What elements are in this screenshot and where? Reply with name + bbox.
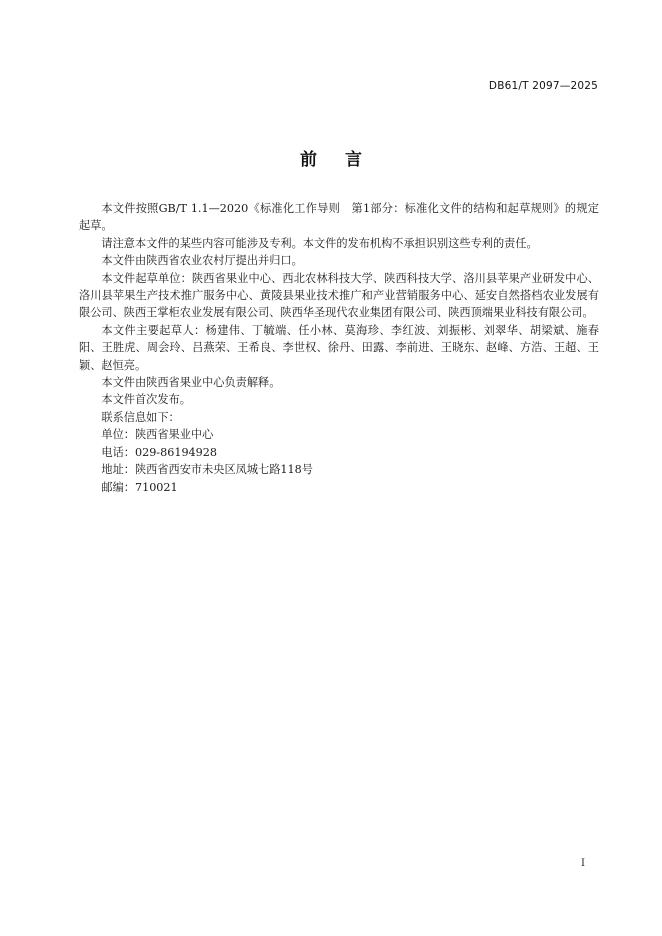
paragraph-first-release: 本文件首次发布。 (101, 393, 191, 407)
contact-address: 地址：陕西省西安市未央区凤城七路118号 (101, 463, 313, 477)
paragraph-drafting-units: 本文件起草单位：陕西省果业中心、西北农林科技大学、陕西科技大学、洛川县苹果产业研发中心、洛川县苹果生产技术推广服务中心、黄陵县果业技术推广和产业营销服务中心、延安自然搭档农业发展有限公司、陕西王掌柜农业发展有限公司、陕西华圣现代农业集团有限公司、陕西顶端果业科技有限公司。 (79, 271, 599, 320)
contact-unit: 单位：陕西省果业中心 (101, 428, 214, 442)
page-title: 前言 (300, 150, 390, 170)
document-code: DB61/T 2097—2025 (488, 80, 598, 92)
paragraph-proposer: 本文件由陕西省农业农村厅提出并归口。 (101, 254, 303, 268)
foreword-body (79, 200, 599, 496)
contact-postcode: 邮编：710021 (101, 480, 178, 494)
page-number: I (581, 858, 585, 869)
contact-phone: 电话：029-86194928 (101, 445, 218, 459)
paragraph-drafters: 本文件主要起草人：杨建伟、丁毓端、任小林、莫海珍、李红波、刘振彬、刘翠华、胡梁斌、施春阳、王胜虎、周会玲、吕燕荣、王希良、李世权、徐丹、田露、李前进、王晓东、赵峰、方浩、王超、王颖、赵恒亮。 (79, 323, 599, 372)
paragraph-interpretation: 本文件由陕西省果业中心负责解释。 (101, 376, 281, 390)
paragraph-drafting-rules: 本文件按照GB/T 1.1—2020《标准化工作导则 第1部分：标准化文件的结构和起草规则》的规定起草。 (79, 202, 599, 233)
paragraph-patent-notice: 请注意本文件的某些内容可能涉及专利。本文件的发布机构不承担识别这些专利的责任。 (101, 236, 538, 250)
paragraph-contact-heading: 联系信息如下： (101, 410, 180, 424)
